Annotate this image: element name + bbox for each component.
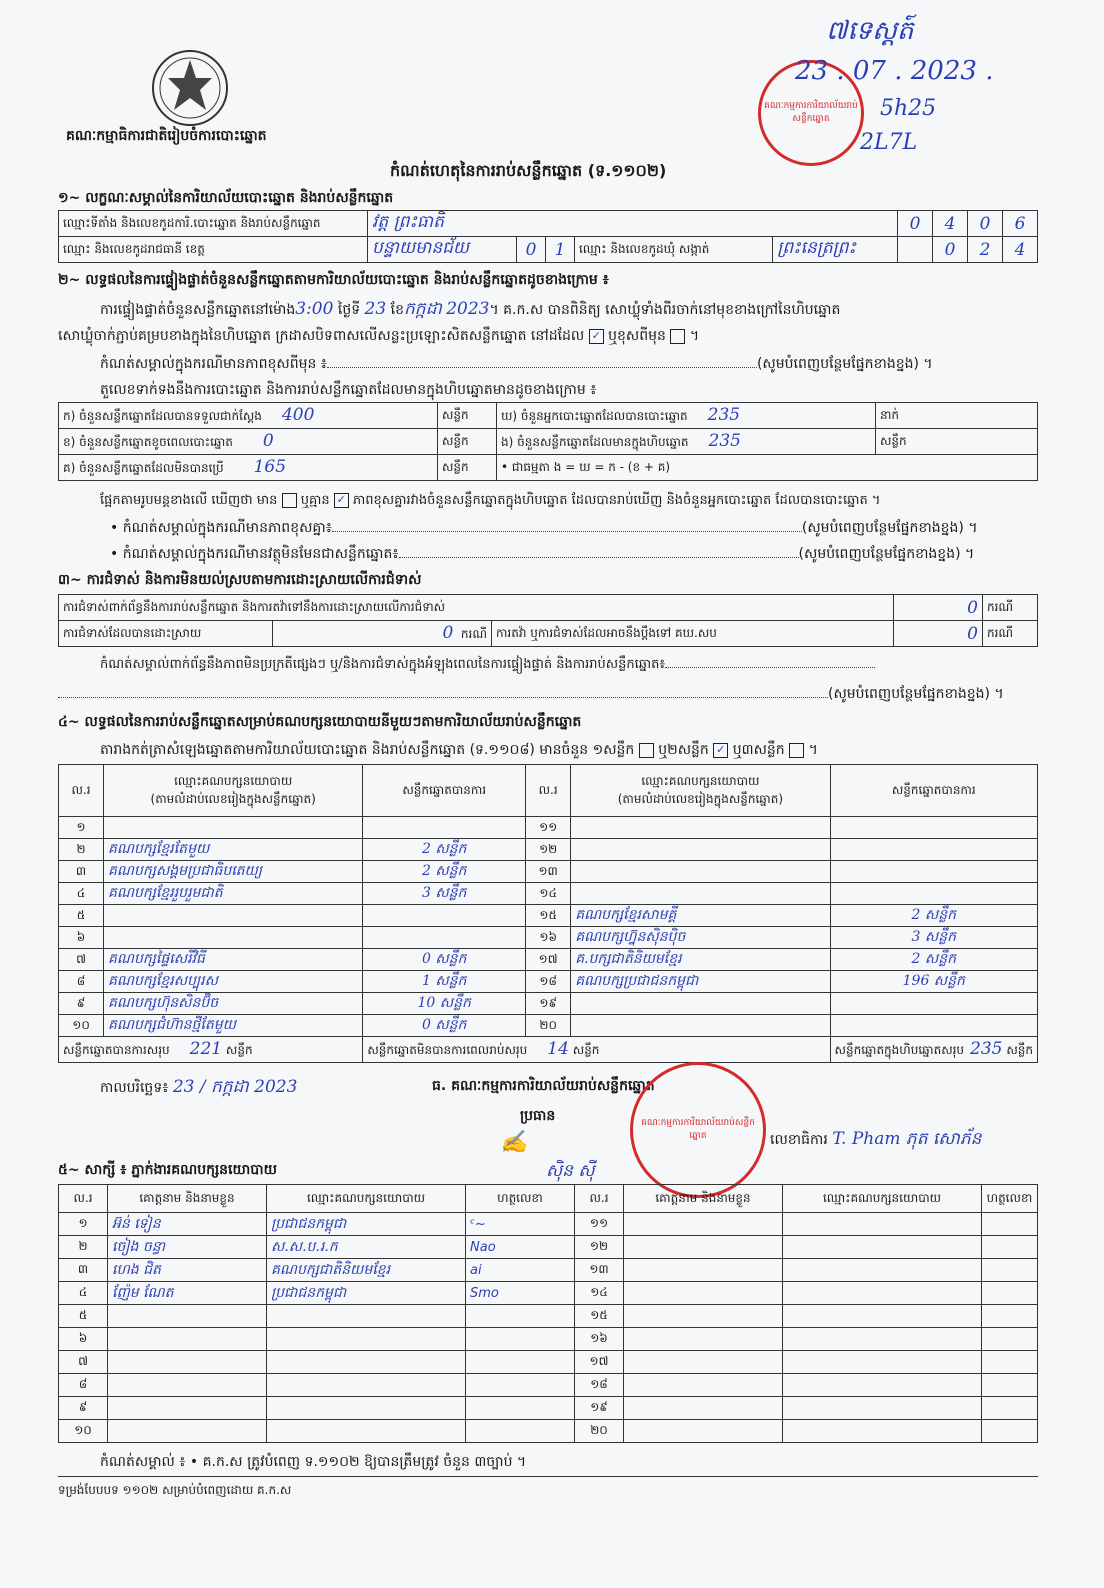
- witness-signature: Smo: [466, 1282, 575, 1305]
- table-row: [59, 1351, 1038, 1374]
- party-name: [571, 993, 830, 1015]
- count-label: ខ) ចំនួនសន្លឹកឆ្នោតខូចពេលបោះឆ្នោត: [63, 435, 233, 449]
- witness-name: [108, 1328, 267, 1351]
- table-row: [59, 1305, 1038, 1328]
- s3-unit: ករណី: [983, 621, 1038, 647]
- witness-name: [624, 1374, 783, 1397]
- col-party: ឈ្មោះគណបក្សនយោបាយ (តាមលំដាប់លេខរៀងក្នុងសន្លឹកឆ្នោត): [104, 765, 363, 817]
- col-signature: ហត្ថលេខា: [466, 1185, 575, 1213]
- party-name: គណបក្សជំហ៊ានថ្មីតែមួយ: [104, 1015, 363, 1037]
- row-no: ៥: [59, 1305, 108, 1328]
- witness-signature: [982, 1351, 1038, 1374]
- checkbox-2-sheet[interactable]: ✓: [713, 743, 728, 758]
- witness-name: [108, 1305, 267, 1328]
- row-no: ២០: [526, 1015, 571, 1037]
- witness-name: ចៀង ចន្ធា: [108, 1236, 267, 1259]
- witness-name: [624, 1351, 783, 1374]
- party-votes: 2 សន្លឹក: [363, 861, 526, 883]
- row-no: ១៣: [575, 1259, 624, 1282]
- s2-count-table: [58, 402, 1038, 481]
- col-no: ល.រ: [526, 765, 571, 817]
- witness-signature: [982, 1305, 1038, 1328]
- chair-signature: ✍: [500, 1130, 528, 1155]
- party-votes: [363, 927, 526, 949]
- table-row: [59, 1236, 1038, 1259]
- witness-signature: [982, 1420, 1038, 1443]
- party-name: គណបក្សផ្ទៃសេរីវិធី: [104, 949, 363, 971]
- s1-row1-label: ឈ្មោះទីតាំង និងលេខកូដការិ.បោះឆ្នោត និងរាប់សន្លឹកឆ្នោត: [59, 211, 368, 237]
- row-no: ៤: [59, 883, 104, 905]
- row-no: ២: [59, 839, 104, 861]
- sum-total: សន្លឹកឆ្នោតក្នុងហិបឆ្នោតសរុប 235 សន្លឹក: [830, 1037, 1037, 1063]
- s3-r1-value: 0: [894, 595, 983, 621]
- witness-name: [108, 1374, 267, 1397]
- witness-party: [783, 1236, 982, 1259]
- party-name: គណបក្សខ្មែរតែមួយ: [104, 839, 363, 861]
- count-value: 235: [708, 431, 741, 451]
- table-row: [59, 1015, 1038, 1037]
- checkbox-different[interactable]: [670, 329, 685, 344]
- s4-date: កាលបរិច្ឆេទ៖ 23 / កក្កដា 2023: [100, 1077, 298, 1097]
- form-title: កំណត់ហេតុនៃការរាប់សន្លឹកឆ្នោត (ទ.១១០២): [390, 161, 667, 180]
- witness-signature: [466, 1420, 575, 1443]
- s3-note: (សូមបំពេញបន្ថែមផ្នែកខាងខ្នង) ។: [58, 684, 1004, 705]
- footer-form: ទម្រង់បែបបទ ១១០២ សម្រាប់បំពេញដោយ គ.ក.ស: [58, 1483, 292, 1497]
- party-votes: [830, 1015, 1037, 1037]
- witness-name: ហេង ជិត: [108, 1259, 267, 1282]
- row-no: ១៩: [526, 993, 571, 1015]
- code-cell: 4: [1003, 237, 1038, 263]
- code-cell: 0: [968, 211, 1003, 237]
- party-name: [104, 817, 363, 839]
- table-row: [59, 905, 1038, 927]
- official-stamp-bottom: គណៈកម្មការការិយាល័យរាប់សន្លឹកឆ្នោត: [630, 1062, 766, 1198]
- s3-para1: កំណត់សម្គាល់ពាក់ព័ន្ធនឹងភាពមិនប្រក្រតីផ្សេងៗ ឬ/និងការជំទាស់ក្នុងអំឡុងពេលនៃការផ្ទៀងផ្ទាត់ និងការរាប់សន្លឹកឆ្នោត៖: [100, 656, 875, 675]
- count-unit: នាក់: [876, 403, 1038, 429]
- witness-signature: [466, 1397, 575, 1420]
- witness-party: [783, 1351, 982, 1374]
- party-name: គណបក្សប្រជាជនកម្ពុជា: [571, 971, 830, 993]
- witness-name: ញ៉ែម ណែត: [108, 1282, 267, 1305]
- table-row: [59, 1328, 1038, 1351]
- party-name: គណបក្សហ៊ុនសិនប៊ិច: [104, 993, 363, 1015]
- witness-signature: ᶜ~: [466, 1213, 575, 1236]
- row-no: ១៩: [575, 1397, 624, 1420]
- row-no: ១៦: [526, 927, 571, 949]
- row-no: ៤: [59, 1282, 108, 1305]
- row-no: ១: [59, 817, 104, 839]
- handwritten-sig-top: 2L7L: [860, 130, 918, 155]
- table-row: [59, 839, 1038, 861]
- party-votes: 0 សន្លឹក: [363, 1015, 526, 1037]
- party-votes: 196 សន្លឹក: [830, 971, 1037, 993]
- party-name: [571, 883, 830, 905]
- col-votes: សន្លឹកឆ្នោតបានការ: [830, 765, 1037, 817]
- witness-signature: [982, 1236, 1038, 1259]
- row-no: ១១: [575, 1213, 624, 1236]
- table-row: [59, 883, 1038, 905]
- row-no: ១៥: [575, 1305, 624, 1328]
- party-name: គណបក្សសង្គមប្រជាធិបតេយ្យ: [104, 861, 363, 883]
- row-no: ១៧: [575, 1351, 624, 1374]
- col-name: គោត្តនាម និងនាមខ្លួន: [624, 1185, 783, 1213]
- code-cell: 6: [1003, 211, 1038, 237]
- table-row: [59, 993, 1038, 1015]
- table-row: [59, 927, 1038, 949]
- handwritten-time: 5h25: [880, 96, 937, 121]
- s3-unit: ករណី: [983, 595, 1038, 621]
- witness-party: [783, 1259, 982, 1282]
- witness-signature: [982, 1282, 1038, 1305]
- col-votes: សន្លឹកឆ្នោតបានការ: [363, 765, 526, 817]
- witness-name: អ៊ន់ ទៀន: [108, 1213, 267, 1236]
- checkbox-1-sheet[interactable]: [639, 743, 654, 758]
- row-no: ៣: [59, 861, 104, 883]
- witness-party: គណបក្សជាតិនិយមខ្មែរ: [267, 1259, 466, 1282]
- s2-para5: ផ្អែកតាមរូបមន្តខាងលើ ឃើញថា មាន ឬគ្មាន ✓ ភាពខុសគ្នារវាងចំនួនសន្លឹកឆ្នោតក្នុងហិបឆ្នោត ដែលបានរាប់ឃើញ និងចំនួនអ្នកបោះឆ្នោត ដែលបានបោះឆ្នោត ។: [100, 493, 881, 508]
- chair-name: ស៊ិន ស៊ី: [546, 1161, 595, 1181]
- sum-invalid: សន្លឹកឆ្នោតមិនបានការពេលរាប់សរុប 14 សន្លឹក: [363, 1037, 830, 1063]
- row-no: ៧: [59, 1351, 108, 1374]
- row-no: ១២: [575, 1236, 624, 1259]
- party-results-table: [58, 764, 1038, 1063]
- witness-party: [783, 1328, 982, 1351]
- col-party: ឈ្មោះគណបក្សនយោបាយ: [783, 1185, 982, 1213]
- sum-valid: សន្លឹកឆ្នោតបានការសរុប 221 សន្លឹក: [59, 1037, 363, 1063]
- party-name: គណបក្សហ្វ៊ុនស៊ិនប៉ិច: [571, 927, 830, 949]
- s3-r2-value-cell: 0 ករណី: [273, 621, 492, 647]
- s2-para4: តួលេខទាក់ទងនឹងការបោះឆ្នោត និងការរាប់សន្លឹកឆ្នោតដែលមានក្នុងហិបឆ្នោតមានដូចខាងក្រោម ៖: [100, 382, 597, 398]
- party-votes: 3 សន្លឹក: [363, 883, 526, 905]
- row-no: ៧: [59, 949, 104, 971]
- handwritten-top: ៧ទេស្តត៍: [826, 16, 914, 46]
- witness-name: [108, 1351, 267, 1374]
- row-no: ១៥: [526, 905, 571, 927]
- s3-r2-label: ការជំទាស់ដែលបានដោះស្រាយ: [59, 621, 273, 647]
- row-no: ១១: [526, 817, 571, 839]
- row-no: ១៣: [526, 861, 571, 883]
- party-name: [104, 905, 363, 927]
- witness-signature: Nao: [466, 1236, 575, 1259]
- party-votes: 2 សន្លឹក: [830, 949, 1037, 971]
- party-votes: [830, 817, 1037, 839]
- row-no: ៣: [59, 1259, 108, 1282]
- emblem-logo: [150, 48, 230, 128]
- party-name: [571, 817, 830, 839]
- row-no: ៨: [59, 1374, 108, 1397]
- party-votes: [363, 817, 526, 839]
- witness-signature: ai: [466, 1259, 575, 1282]
- org-name: គណៈកម្មាធិការជាតិរៀបចំការបោះឆ្នោត: [66, 128, 267, 144]
- count-unit: សន្លឹក: [438, 403, 497, 429]
- col-party: ឈ្មោះគណបក្សនយោបាយ: [267, 1185, 466, 1213]
- witness-party: [783, 1282, 982, 1305]
- witness-name: [624, 1328, 783, 1351]
- col-party: ឈ្មោះគណបក្សនយោបាយ (តាមលំដាប់លេខរៀងក្នុងសន្លឹកឆ្នោត): [571, 765, 830, 817]
- s1-row2-value2: ព្រះនេត្រព្រះ: [773, 237, 898, 263]
- s1-table: [58, 210, 1038, 263]
- row-no: ១០: [59, 1015, 104, 1037]
- count-unit: សន្លឹក: [438, 455, 497, 481]
- witness-signature: [466, 1374, 575, 1397]
- checkbox-same[interactable]: ✓: [589, 329, 604, 344]
- party-votes: 2 សន្លឹក: [363, 839, 526, 861]
- party-name: គណបក្សខ្មែរសាមគ្គី: [571, 905, 830, 927]
- code-cell: 2: [968, 237, 1003, 263]
- code-cell-empty: [898, 237, 933, 263]
- party-votes: [363, 905, 526, 927]
- s1-row2-value: បន្ទាយមានជ័យ: [368, 237, 517, 263]
- count-value: 235: [707, 405, 741, 425]
- s1-heading: ១~ លក្ខណៈសម្គាល់នៃការិយាល័យបោះឆ្នោត និងរាប់សន្លឹកឆ្នោត: [58, 190, 394, 206]
- party-votes: 2 សន្លឹក: [830, 905, 1037, 927]
- party-votes: [830, 883, 1037, 905]
- s2-para3: កំណត់សម្គាល់ក្នុងករណីមានភាពខុសពីមុន ៖ (សូមបំពេញបន្ថែមផ្នែកខាងខ្នង) ។: [100, 356, 933, 372]
- witness-party: [267, 1397, 466, 1420]
- table-row: [59, 1397, 1038, 1420]
- witness-name: [624, 1420, 783, 1443]
- count-value: 400: [281, 405, 315, 425]
- col-no: ល.រ: [575, 1185, 624, 1213]
- witness-name: [624, 1282, 783, 1305]
- witness-party: [267, 1328, 466, 1351]
- checkbox-3-sheet[interactable]: [789, 743, 804, 758]
- witness-party: [783, 1420, 982, 1443]
- witness-party: [783, 1305, 982, 1328]
- s2-para1: ការផ្ទៀងផ្ទាត់ចំនួនសន្លឹកឆ្នោតនៅម៉ោង3:00 ថ្ងៃទី 23 ខែកក្កដា 2023។ គ.ក.ស បានពិនិត្យ សោឃ្លុំទាំងពីរចាក់នៅមុខខាងក្រៅនៃហិបឆ្នោត: [100, 299, 841, 319]
- witness-party: [783, 1374, 982, 1397]
- count-unit: សន្លឹក: [876, 429, 1038, 455]
- row-no: ៩: [59, 1397, 108, 1420]
- footer-divider: [58, 1476, 1038, 1477]
- table-row: [59, 1374, 1038, 1397]
- s3-r1-label: ការជំទាស់ពាក់ព័ន្ធនឹងការរាប់សន្លឹកឆ្នោត និងការតវ៉ាទៅនឹងការដោះស្រាយលើការជំទាស់: [59, 595, 894, 621]
- party-votes: 1 សន្លឹក: [363, 971, 526, 993]
- s3-heading: ៣~ ការជំទាស់ និងការមិនយល់ស្របតាមការដោះស្រាយលើការជំទាស់: [58, 572, 422, 588]
- party-name: [571, 861, 830, 883]
- party-name: [571, 1015, 830, 1037]
- witness-party: [267, 1305, 466, 1328]
- s4-committee: ធ. គណៈកម្មការការិយាល័យរាប់សន្លឹកឆ្នោត: [432, 1078, 655, 1094]
- party-name: [571, 839, 830, 861]
- handwritten-date: 23 . 07 . 2023 .: [795, 56, 994, 86]
- s1-row2-label: ឈ្មោះ និងលេខកូដរាជធានី ខេត្ត: [59, 237, 368, 263]
- s2-para2: សោឃ្លុំចាក់ភ្ជាប់គម្របខាងក្នុងនៃហិបឆ្នោត ក្រដាសបិទពាសលើសន្លះប្រឡោះសិតសន្លឹកឆ្នោត នៅដដែល ✓ ឬខុសពីមុន ។: [58, 328, 700, 344]
- table-row: [59, 971, 1038, 993]
- row-no: ៦: [59, 1328, 108, 1351]
- row-no: ៦: [59, 927, 104, 949]
- secretary: លេខាធិការ T. Pham ភុត សោភ័ន: [770, 1129, 982, 1149]
- witness-signature: [982, 1374, 1038, 1397]
- row-no: ១៤: [526, 883, 571, 905]
- party-votes: [830, 839, 1037, 861]
- witness-party: [783, 1397, 982, 1420]
- count-label: ក) ចំនួនសន្លឹកឆ្នោតដែលបានទទួលជាក់ស្តែង: [63, 409, 262, 423]
- witness-signature: [982, 1213, 1038, 1236]
- party-votes: 0 សន្លឹក: [363, 949, 526, 971]
- count-label: គ) ចំនួនសន្លឹកឆ្នោតដែលមិនបានប្រើ: [63, 461, 224, 475]
- party-name: គ.បក្សជាតិនិយមខ្មែរ: [571, 949, 830, 971]
- row-no: ១: [59, 1213, 108, 1236]
- witness-name: [624, 1397, 783, 1420]
- col-no: ល.រ: [59, 765, 104, 817]
- table-row: [59, 1420, 1038, 1443]
- table-row: [59, 949, 1038, 971]
- row-no: ១៨: [575, 1374, 624, 1397]
- s3-r2-label2: ការតវ៉ា ឬការជំទាស់ដែលអាចនឹងប្តឹងទៅ គឃ.សប: [492, 621, 894, 647]
- code-cell: 1: [546, 237, 575, 263]
- witness-signature: [982, 1328, 1038, 1351]
- footer-note: កំណត់សម្គាល់ ៖ • គ.ក.ស ត្រូវបំពេញ ទ.១១០២ ឱ្យបានត្រឹមត្រូវ ចំនួន ៣ច្បាប់ ។: [100, 1454, 527, 1470]
- party-votes: 3 សន្លឹក: [830, 927, 1037, 949]
- party-name: គណបក្សខ្មែររួបរួមជាតិ: [104, 883, 363, 905]
- s1-row1-value: វត្ត ព្រះធាតិ: [368, 211, 898, 237]
- witness-party: [267, 1351, 466, 1374]
- row-no: ២០: [575, 1420, 624, 1443]
- row-no: ២: [59, 1236, 108, 1259]
- s4-heading: ៤~ លទ្ធផលនៃការរាប់សន្លឹកឆ្នោតសម្រាប់គណបក្សនយោបាយនីមួយៗតាមការិយាល័យរាប់សន្លឹកឆ្នោត: [58, 714, 582, 730]
- s5-heading: ៥~ សាក្សី ៖ ភ្នាក់ងារគណបក្សនយោបាយ: [58, 1162, 277, 1178]
- witness-signature: [466, 1328, 575, 1351]
- checkbox-no-diff[interactable]: ✓: [334, 493, 349, 508]
- count-value: 165: [253, 457, 287, 477]
- party-votes: [830, 861, 1037, 883]
- col-signature: ហត្ថលេខា: [982, 1185, 1038, 1213]
- s4-para1: តារាងកត់ត្រាសំឡេងឆ្នោតតាមការិយាល័យបោះឆ្នោត និងរាប់សន្លឹកឆ្នោត (ទ.១១០៨) មានចំនួន ១សន្លឹក ឬ២សន្លឹក ✓ ឬ៣សន្លឹក ។: [100, 742, 818, 758]
- row-no: ១៦: [575, 1328, 624, 1351]
- witness-party: ប្រជាជនកម្ពុជា: [267, 1213, 466, 1236]
- witness-signature: [982, 1397, 1038, 1420]
- row-no: ១៧: [526, 949, 571, 971]
- official-stamp-top: គណៈកម្មការការិយាល័យរាប់សន្លឹកឆ្នោត: [758, 60, 864, 166]
- row-no: ១៤: [575, 1282, 624, 1305]
- row-no: ១២: [526, 839, 571, 861]
- s2-bullet2: • កំណត់សម្គាល់ក្នុងករណីមានវត្ថុមិនមែនជាសន្លឹកឆ្នោត៖ (សូមបំពេញបន្ថែមផ្នែកខាងខ្នង) ។: [110, 546, 975, 562]
- table-row: [59, 1213, 1038, 1236]
- count-formula: • ជាធម្មតា ង = ឃ = ក - (ខ + គ): [497, 455, 1038, 481]
- s1-row2-label2: ឈ្មោះ និងលេខកូដឃុំ សង្កាត់: [575, 237, 773, 263]
- table-row: [59, 1282, 1038, 1305]
- party-votes: 10 សន្លឹក: [363, 993, 526, 1015]
- code-cell: 4: [933, 211, 968, 237]
- s2-bullet1: • កំណត់សម្គាល់ក្នុងករណីមានភាពខុសគ្នា៖ (សូមបំពេញបន្ថែមផ្នែកខាងខ្នង) ។: [110, 520, 978, 536]
- witness-name: [624, 1305, 783, 1328]
- witness-name: [624, 1213, 783, 1236]
- col-name: គោត្តនាម និងនាមខ្លួន: [108, 1185, 267, 1213]
- count-value: 0: [262, 431, 274, 451]
- table-row: [59, 817, 1038, 839]
- row-no: ៨: [59, 971, 104, 993]
- count-unit: សន្លឹក: [438, 429, 497, 455]
- s3-table: [58, 594, 1038, 647]
- witness-party: [783, 1213, 982, 1236]
- witness-table: [58, 1184, 1038, 1443]
- row-no: ១០: [59, 1420, 108, 1443]
- s2-heading: ២~ លទ្ធផលនៃការផ្ទៀងផ្ទាត់ចំនួនសន្លឹកឆ្នោតតាមការិយាល័យបោះឆ្នោត និងរាប់សន្លឹកឆ្នោតដូចខាងក្រោម ៖: [58, 272, 609, 288]
- party-name: [104, 927, 363, 949]
- witness-name: [624, 1259, 783, 1282]
- witness-party: [267, 1420, 466, 1443]
- row-no: ៩: [59, 993, 104, 1015]
- witness-party: ស.ស.ប.រ.ក: [267, 1236, 466, 1259]
- s3-r2-value2: 0: [894, 621, 983, 647]
- witness-party: ប្រជាជនកម្ពុជា: [267, 1282, 466, 1305]
- witness-name: [108, 1397, 267, 1420]
- witness-signature: [982, 1259, 1038, 1282]
- table-row: [59, 861, 1038, 883]
- witness-signature: [466, 1351, 575, 1374]
- witness-name: [108, 1420, 267, 1443]
- s4-chair: ប្រធាន: [520, 1108, 556, 1124]
- count-label: ង) ចំនួនសន្លឹកឆ្នោតដែលមានក្នុងហិបឆ្នោត: [501, 435, 689, 449]
- row-no: ១៨: [526, 971, 571, 993]
- count-label: ឃ) ចំនួនអ្នកបោះឆ្នោតដែលបានបោះឆ្នោត: [501, 409, 688, 423]
- row-no: ៥: [59, 905, 104, 927]
- witness-name: [624, 1236, 783, 1259]
- col-no: ល.រ: [59, 1185, 108, 1213]
- party-name: គណបក្សខ្មែរសប្បុរស: [104, 971, 363, 993]
- witness-signature: [466, 1305, 575, 1328]
- table-row: [59, 1259, 1038, 1282]
- code-cell: 0: [933, 237, 968, 263]
- checkbox-has-diff[interactable]: [282, 493, 297, 508]
- party-votes: [830, 993, 1037, 1015]
- code-cell: 0: [517, 237, 546, 263]
- code-cell: 0: [898, 211, 933, 237]
- witness-party: [267, 1374, 466, 1397]
